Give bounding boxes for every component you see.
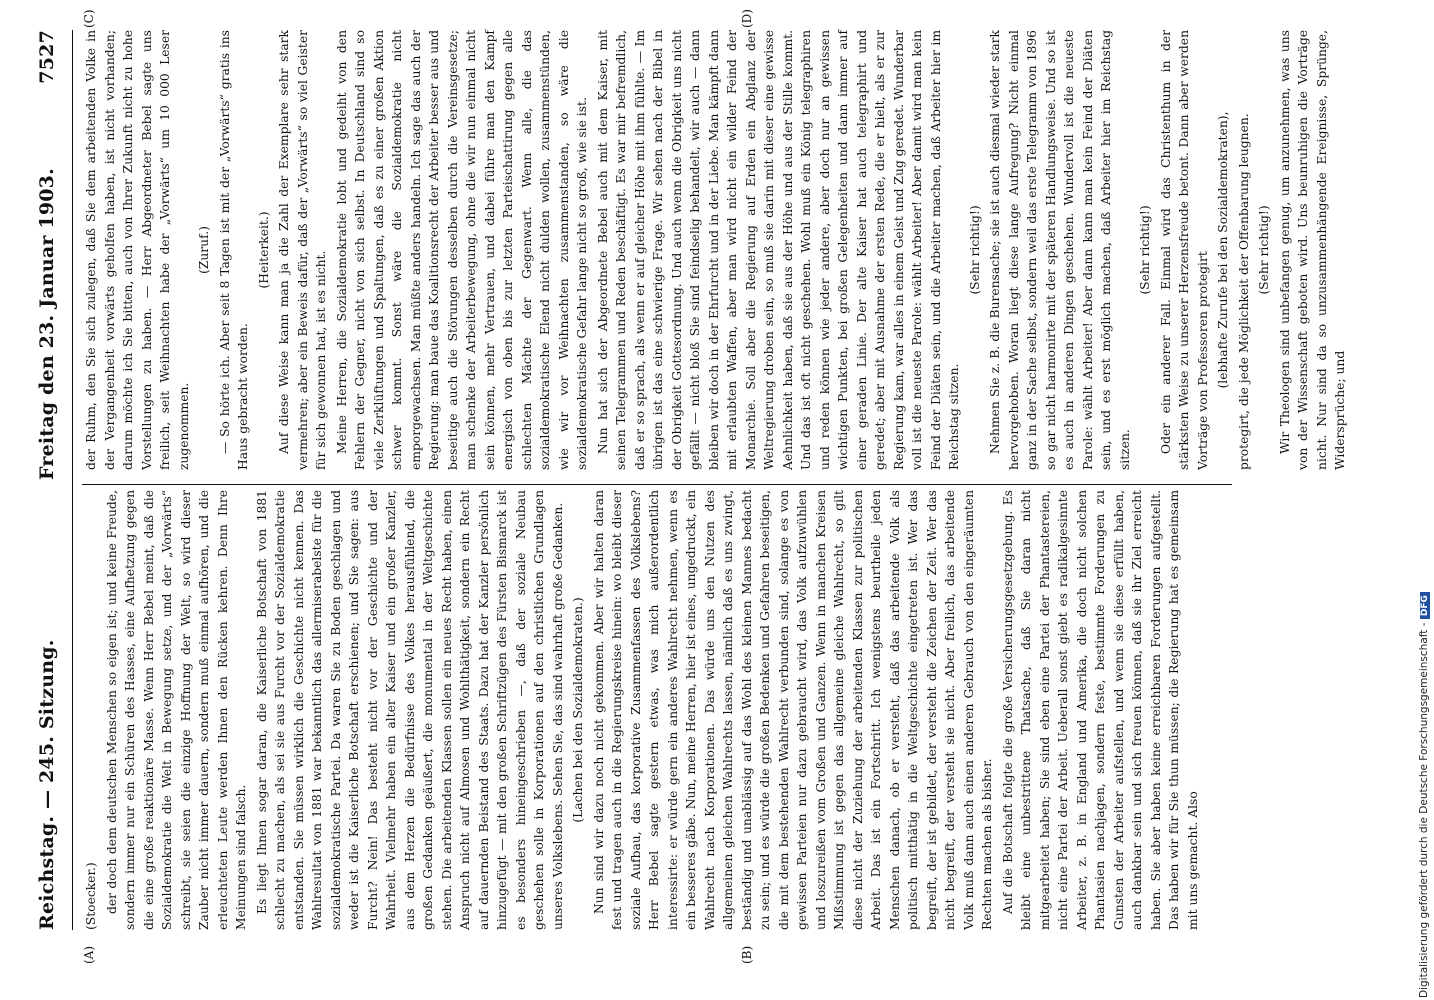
interjection: (lebhafte Zurufe bei den Sozialdemokraten), bbox=[1216, 111, 1230, 389]
margin-mark-a: (A) bbox=[82, 945, 96, 964]
column-rule bbox=[82, 484, 1232, 485]
digitization-credit bbox=[1418, 8, 1434, 998]
margin-mark-b: (B) bbox=[740, 945, 754, 964]
left-column bbox=[82, 490, 1232, 930]
speaker-tag: (Stoecker.) bbox=[84, 862, 98, 930]
margin-mark-c: (C) bbox=[82, 9, 96, 28]
paragraph: der doch dem deutschen Menschen so eigen ist; und keine Freude, sondern immer nur ein Schüren des Hasses, eine Aufhetzung gegen die eine große reaktionäre Masse. Wenn Herr Bebel meint, daß die Sozialdemokratie die Welt in Bewegung setze, und der „Vorwärts“ schreibt, sie seien die einzige Hoffnung der Welt, so wird dieser Zauber nicht immer dauern, sondern muß einmal aufhören, und die erleuchteten Leute werden Ihnen den Rücken kehren. Denn Ihre Meinungen sind falsch. bbox=[104, 490, 248, 930]
paragraph: Auf diese Weise kann man ja die Zahl der Exemplare sehr stark vermehren; aber ein Beweis dafür, daß der „Vorwärts“ so viel Geister für sich gewonnen hat, ist es nicht. bbox=[277, 30, 328, 470]
interjection: (Sehr richtig!) bbox=[967, 205, 982, 295]
paragraph: Es liegt Ihnen sogar daran, die Kaiserliche Botschaft von 1881 schlecht zu machen, als sei sie aus Furcht vor der Sozialdemokratie entstanden. Sie müssen wirklich die Geschichte nicht kennen. Das Wahlresultat von 1881 war bekanntlich das allermiserabelste für die sozialdemokratische Partei. Da waren Sie zu Boden geschlagen und weder ist die Kaiserliche Botschaft erschienen; und Sie sagen: aus Furcht? Nein! Das besteht nicht vor der Geschichte und der Wahrheit. Vielmehr haben ein alter Kaiser und ein großer Kanzler, aus dem Herzen die Bedürfnisse des Volkes herausfühlend, die großen Gedanken geäußert, die monumental in der Weltgeschichte stehen. Die arbeitenden Klassen sollen ein neues Recht haben, einen Anspruch nicht auf Almosen und Wohlthätigkeit, sondern ein Recht auf dauernden Beistand des Staats. Dazu hat der Kanzler persönlich hinzugefügt — mit den großen Schriftzügen des Fürsten Bismarck ist es besonders hineingeschrieben —, daß der soziale Neubau geschehen solle in Korporationen auf den christlichen Grundlagen unseres Volkslebens. Sehen Sie, das sind wahrhaft große Gedanken. bbox=[254, 490, 565, 930]
header-title: Reichstag. — 245. Sitzung. bbox=[36, 639, 58, 930]
paragraph: Nehmen Sie z. B. die Burensache; sie ist auch diesmal wieder stark hervorgehoben. Woran liegt diese lange Aufregung? Nicht einmal ganz in der Sache selbst, sondern weil das erste Telegramm von 1896 so gar nicht harmonirte mit der späteren Handlungsweise. Und so ist es auch in anderen Dingen geschehen. Wundervoll ist die neueste Parole: wählt Arbeiter! Aber dann kann man kein Feind der Diäten sein, und es erst möglich machen, daß Arbeiter hier im Reichstag sitzen. bbox=[988, 30, 1132, 470]
interjection: (Sehr richtig!) bbox=[1257, 205, 1271, 295]
margin-mark-d: (D) bbox=[740, 9, 754, 28]
page-header bbox=[36, 30, 66, 930]
interjection: (Heiterkeit.) bbox=[256, 211, 271, 289]
paragraph: — So hörte ich. Aber seit 8 Tagen ist mit der „Vorwärts“ gratis ins Haus gebracht worden. bbox=[217, 30, 250, 470]
paragraph: Meine Herren, die Sozialdemokratie lobt und gedeiht von den Fehlern der Gegner, nicht von sich selbst. In Deutschland sind so viele Zerklüftungen und Spaltungen, daß es zu einer großen Aktion schwer kommt. Sonst wäre die Sozialdemokratie nicht emporgewachsen. Man müßte anders handeln. Ich sage das auch der Regierung: man baue das Koalitionsrecht der Arbeiter besser aus und beseitige auch die Störungen desselben durch die Vereinsgesetze; man schenke der Arbeiterbewegung, ohne die wir nun einmal nicht sein können, mehr Vertrauen, und dabei führe man den Kampf energisch von oben bis zur letzten Parteischattirung gegen alle schlechten Mächte der Gegenwart. Wenn alle, die das sozialdemokratische Elend nicht dulden wollen, zusammenstünden, wie wir vor Weihnachten zusammenstanden, so wäre die sozialdemokratische Gefahr lange nicht so groß, wie sie ist. bbox=[334, 30, 589, 470]
interjection: (Zuruf.) bbox=[197, 226, 211, 274]
paragraph: Oder ein anderer Fall. Einmal wird das Christenthum in der stärksten Weise zu unserer Herzensfreude betont. Dann aber werden Vorträge von Professoren protegirt bbox=[1158, 30, 1210, 470]
paragraph: der Ruhm, den Sie sich zulegen, daß Sie dem arbeitenden Volke in der Vergangenheit vorwärts geholfen haben, ist nicht vorhanden; darum möchte ich Sie bitten, auch von Ihrer Zukunft nicht zu hohe Vorstellungen zu haben. — Herr Abgeordneter Bebel sagte uns freilich, seit Weihnachten habe der „Vorwärts“ um 10 000 Leser zugenommen. bbox=[84, 30, 191, 470]
header-rule bbox=[72, 30, 73, 930]
header-date: Freitag den 23. Januar 1903. bbox=[36, 168, 58, 480]
credit-text: Digitalisierung gefördert durch die Deutsche Forschungsgemeinschaft - bbox=[1418, 622, 1430, 998]
paragraph: Wir Theologen sind unbefangen genug, um anzunehmen, was uns von der Wissenschaft geboten wird. Uns beunruhigen die Vorträge nicht. Nur sind da so unzusammenhängende Ereignisse, Sprünge, Widersprüche; und bbox=[1277, 30, 1347, 470]
interjection: (Lachen bei den Sozialdemokraten.) bbox=[571, 597, 585, 823]
interjection: (Sehr richtig!) bbox=[1138, 205, 1152, 295]
paragraph: protegirt, die jede Möglichkeit der Offenbarung leugnen. bbox=[1236, 113, 1251, 470]
paragraph: Nun sind wir dazu noch nicht gekommen. Aber wir halten daran fest und tragen auch in die Regierungskreise hinein: wo bleibt dieser soziale Aufbau, das korporative Zusammenfassen des Volkslebens? Herr Bebel sagte gestern etwas, was mich außerordentlich interessirte: er würde gern ein anderes Wahlrecht nehmen, wenn es ein besseres gäbe. Nun, meine Herren, hier ist eines, ungedruckt, ein Wahlrecht nach Korporationen. Das würde uns den Nutzen des allgemeinen gleichen Wahlrechts lassen, nämlich daß es uns zwingt, beständig und unablässig auf das Wohl des kleinen Mannes bedacht zu sein; und es würde die großen Bedenken und Gefahren beseitigen, die mit dem bestehenden Wahlrecht verbunden sind, solange es von gewissen Parteien nur dazu gebraucht wird, das Volk aufzuwühlen und loszureißen vom Großen und Ganzen. Wenn in manchen Kreisen Mißstimmung ist gegen das allgemeine gleiche Wahlrecht, so gilt diese nicht der Zuziehung der arbeitenden Klassen zur politischen Arbeit. Das ist ein Fortschritt. Ich wenigstens beurtheile jeden Menschen danach, ob er versteht, daß das arbeitende Volk als politisch mitthätig in die Weltgeschichte eingetreten ist. Wer das begreift, der ist gebildet, der versteht die Zeichen der Zeit. Wer das nicht begreift, der versteht sie nicht. Aber freilich, das arbeitende Volk muß dann auch einen anderen Gebrauch von den eingeräumten Rechten machen als bisher. bbox=[591, 490, 994, 930]
dfg-logo: DFG bbox=[1420, 592, 1430, 619]
page-number: 7527 bbox=[36, 30, 58, 84]
paragraph: Nun hat sich der Abgeordnete Bebel auch mit dem Kaiser, mit seinen Telegrammen und Reden beschäftigt. Es war mir befremdlich, daß er so sprach, als wenn er auf gleicher Höhe mit ihm fühlte. — Im übrigen ist das eine schwierige Frage. Wir sehen nach der Bibel in der Obrigkeit Gottesordnung. Und auch wenn die Obrigkeit uns nicht gefällt — nicht bloß Sie sind feindselig behandelt, wir auch — dann bleiben wir doch in der Ehrfurcht und in der Liebe. Man kämpft dann mit erlaubten Waffen, aber man wird nicht ein wilder Feind der Monarchie. Soll aber die Regierung auf Erden ein Abglanz der Weltregierung droben sein, so muß sie darin mit dieser eine gewisse Aehnlichkeit haben, daß sie aus der Höhe und aus der Stille kommt. Und das ist oft nicht geschehen. Wohl muß ein König telegraphiren und reden können wie jeder andere, aber doch nur an gewissen wichtigen Punkten, bei großen Gelegenheiten und dann immer auf einer geraden Linie. Der alte Kaiser hat auch telegraphirt und geredet; aber mit Ausnahme der ersten Rede, die er hielt, als er zur Regierung kam, war alles in einem Geist und Zug geredet. Wunderbar voll ist die neueste Parole: wählt Arbeiter! Aber damit wird man kein Feind der Diäten sein, und die Arbeiter machen, daß Arbeiter hier im Reichstag sitzen. bbox=[595, 30, 961, 470]
right-column bbox=[82, 30, 1347, 470]
paragraph: Auf die Botschaft folgte die große Versicherungsgesetzgebung. Es bleibt eine unbestrittene Thatsache, daß Sie daran nicht mitgearbeitet haben; Sie sind eben eine Partei der Phantastereien, nicht eine Partei der Arbeit. Ueberall sonst giebt es radikalgesinnte Arbeiter, z. B. in England und Amerika, die doch nicht solchen Phantasien nachjagen, sondern feste, bestimmte Forderungen zu Gunsten der Arbeiter aufstellen, und wenn sie diese erfüllt haben, auch dankbar sein und sich freuen können, daß sie ihr Ziel erreicht haben. Sie aber haben keine erreichbaren Forderungen aufgestellt. Das haben wir für Sie thun müssen; die Regierung hat es gemeinsam mit uns gemacht. Also bbox=[1000, 490, 1200, 930]
